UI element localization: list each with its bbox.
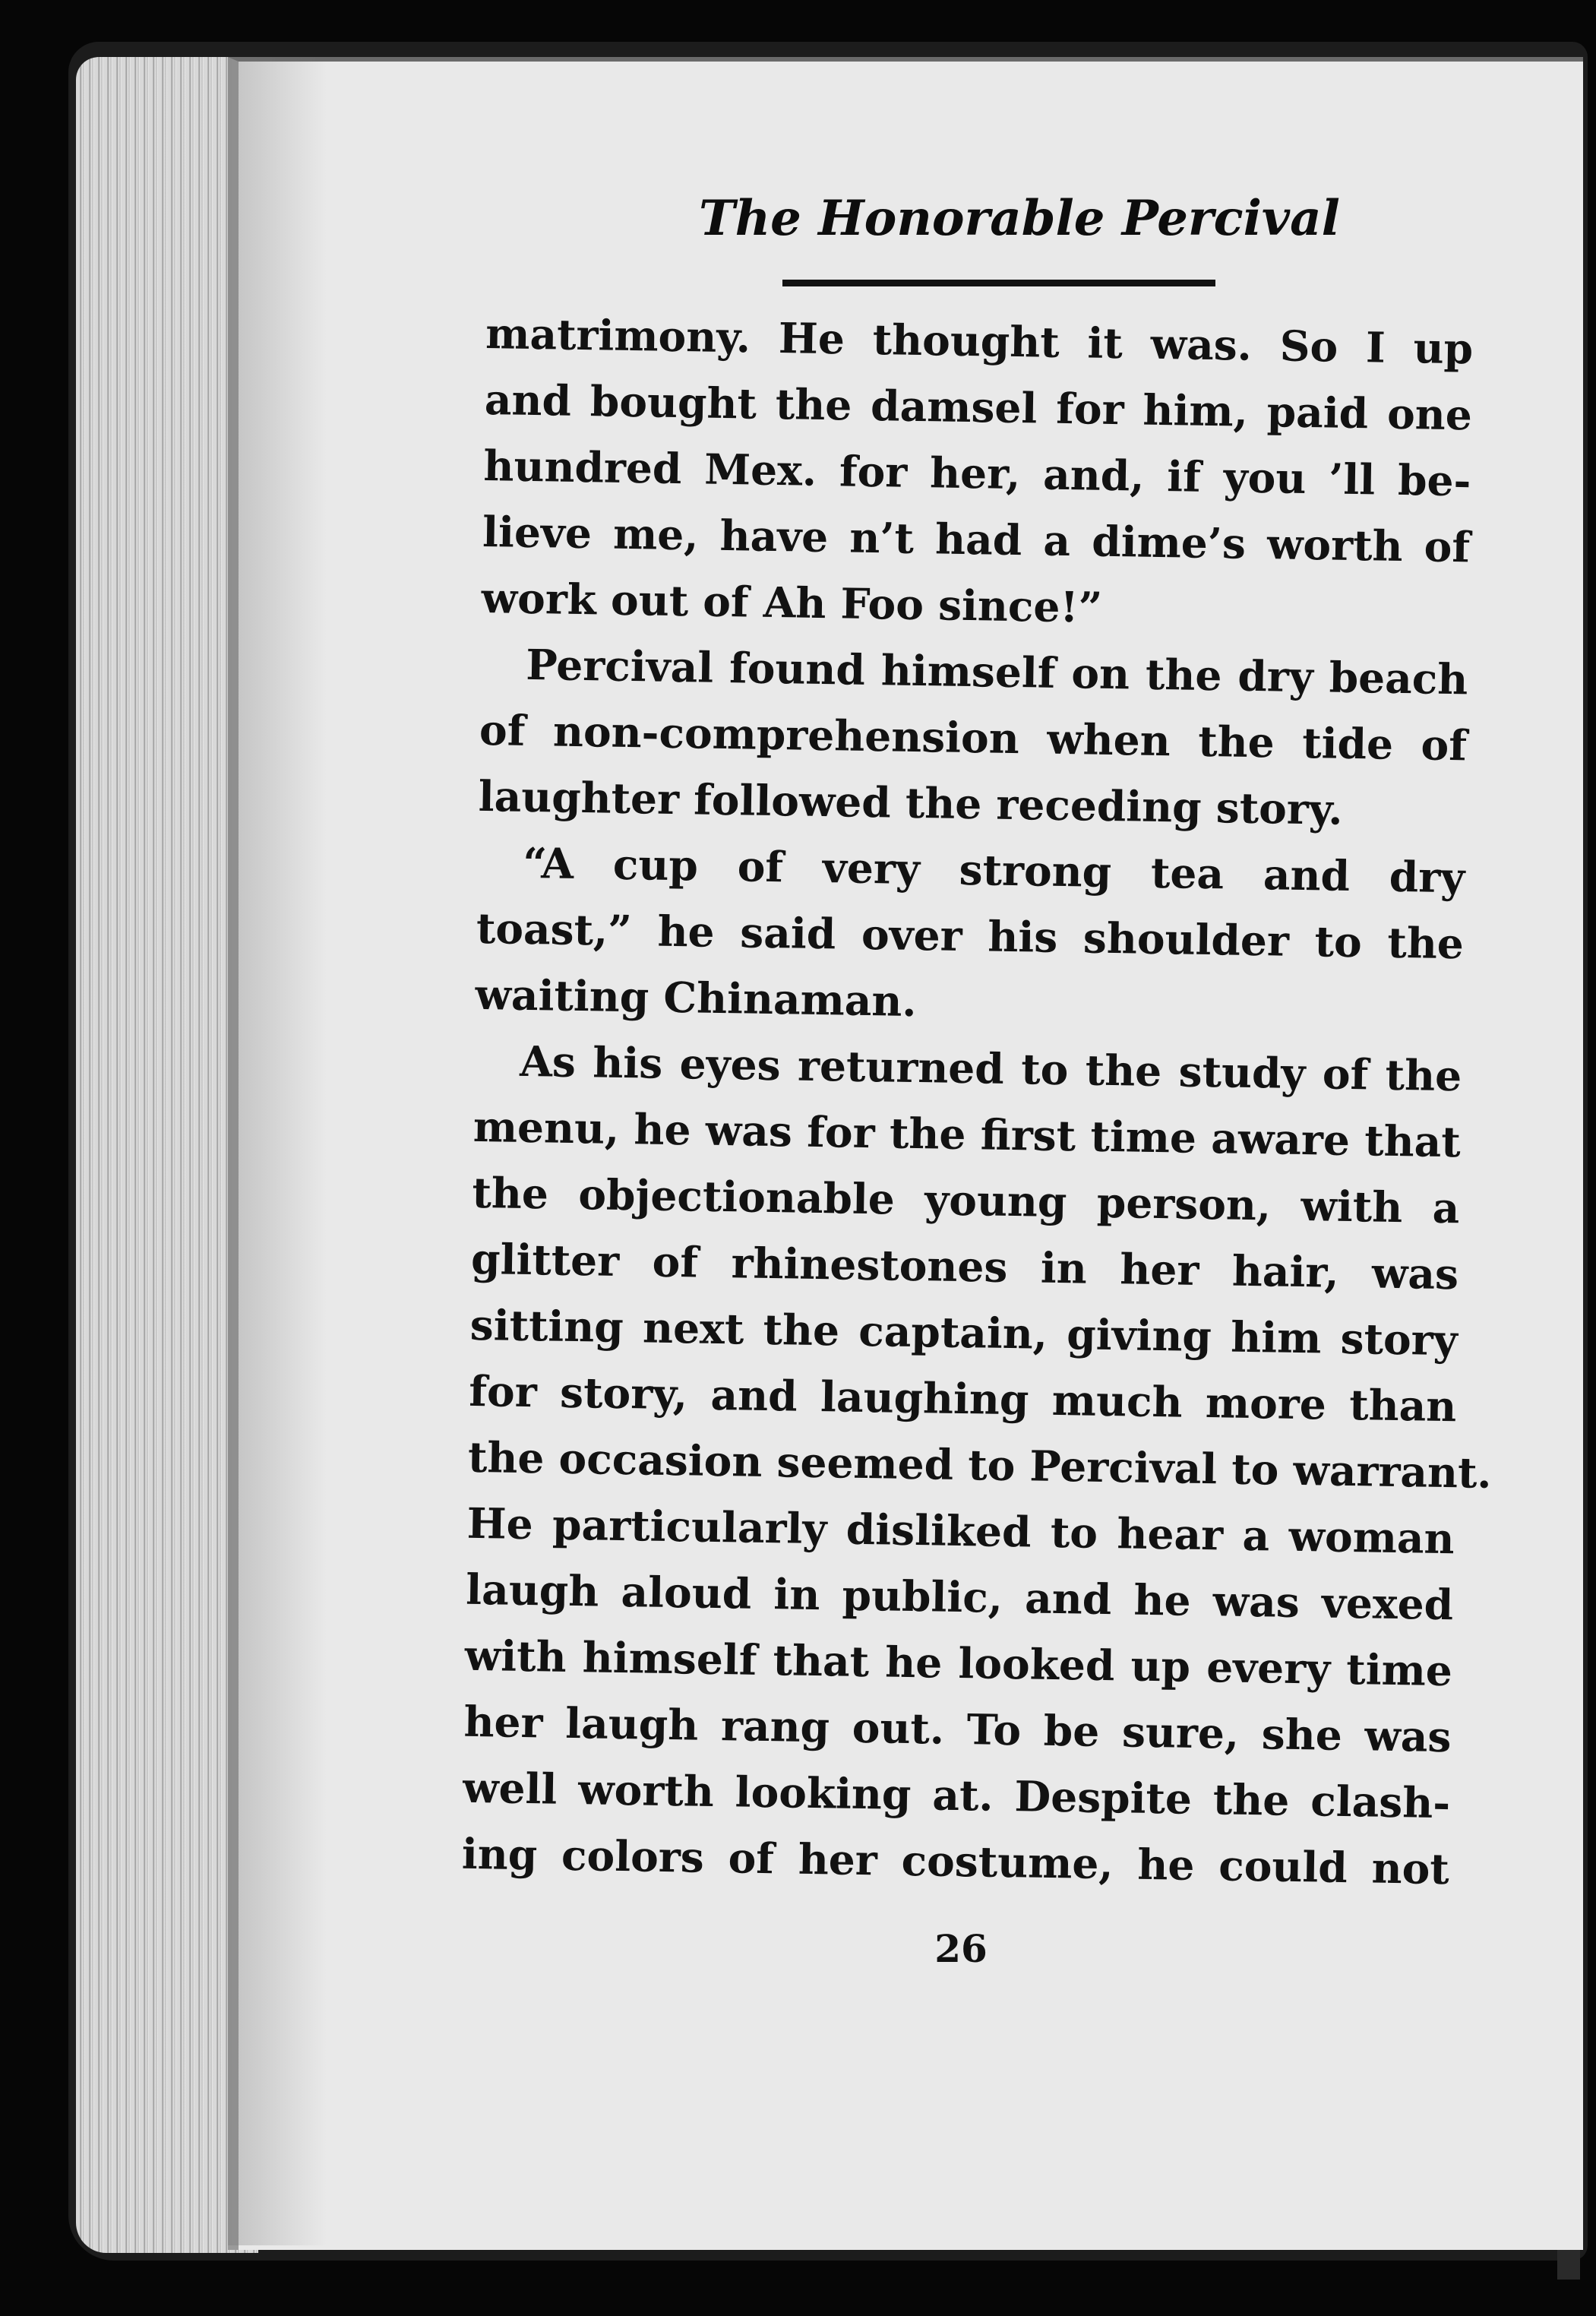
page-number: 26 — [934, 1926, 988, 1971]
text-line: of non-comprehension when the tide of — [479, 704, 1468, 770]
header-rule — [782, 280, 1215, 286]
text-line: ing colors of her costume, he could not — [461, 1828, 1450, 1894]
text-line: glitter of rhinestones in her hair, was — [470, 1233, 1459, 1299]
text-line: laugh aloud in public, and he was vexed — [465, 1564, 1454, 1630]
text-line: for story, and laughing much more than — [468, 1365, 1457, 1432]
text-line: the occasion seemed to Percival to warrant. — [467, 1432, 1493, 1498]
gutter-shadow — [228, 57, 327, 2245]
body-text — [461, 300, 1493, 1902]
text-line: hundred Mex. for her, and, if you ’ll be- — [483, 440, 1471, 506]
text-line: her laugh rang out. To be sure, she was — [463, 1696, 1452, 1762]
text-line: lieve me, have n’t had a dime’s worth of — [482, 506, 1471, 572]
running-head: The Honorable Percival — [699, 190, 1340, 247]
text-line: sitting next the captain, giving him story — [469, 1299, 1459, 1365]
text-line: menu, he was for the first time aware that — [472, 1101, 1462, 1167]
text-line: He particularly disliked to hear a woman — [466, 1498, 1455, 1564]
text-line: Percival found himself on the dry beach — [525, 639, 1468, 704]
text-line: with himself that he looked up every time — [464, 1630, 1453, 1696]
text-line: waiting Chinaman. — [475, 969, 918, 1027]
text-line: matrimony. He thought it was. So I up — [485, 308, 1474, 374]
text-line: the objectionable young person, with a — [472, 1167, 1460, 1233]
text-line: toast,” he said over his shoulder to the — [476, 903, 1465, 969]
text-line: work out of Ah Foo since!” — [481, 572, 1103, 632]
text-line: well worth looking at. Despite the clash- — [462, 1762, 1451, 1828]
text-line: and bought the damsel for him, paid one — [484, 374, 1473, 440]
text-line: As his eyes returned to the study of the — [519, 1036, 1462, 1101]
text-line: “A cup of very strong tea and dry — [522, 837, 1465, 903]
text-line: laughter followed the receding story. — [478, 770, 1344, 834]
